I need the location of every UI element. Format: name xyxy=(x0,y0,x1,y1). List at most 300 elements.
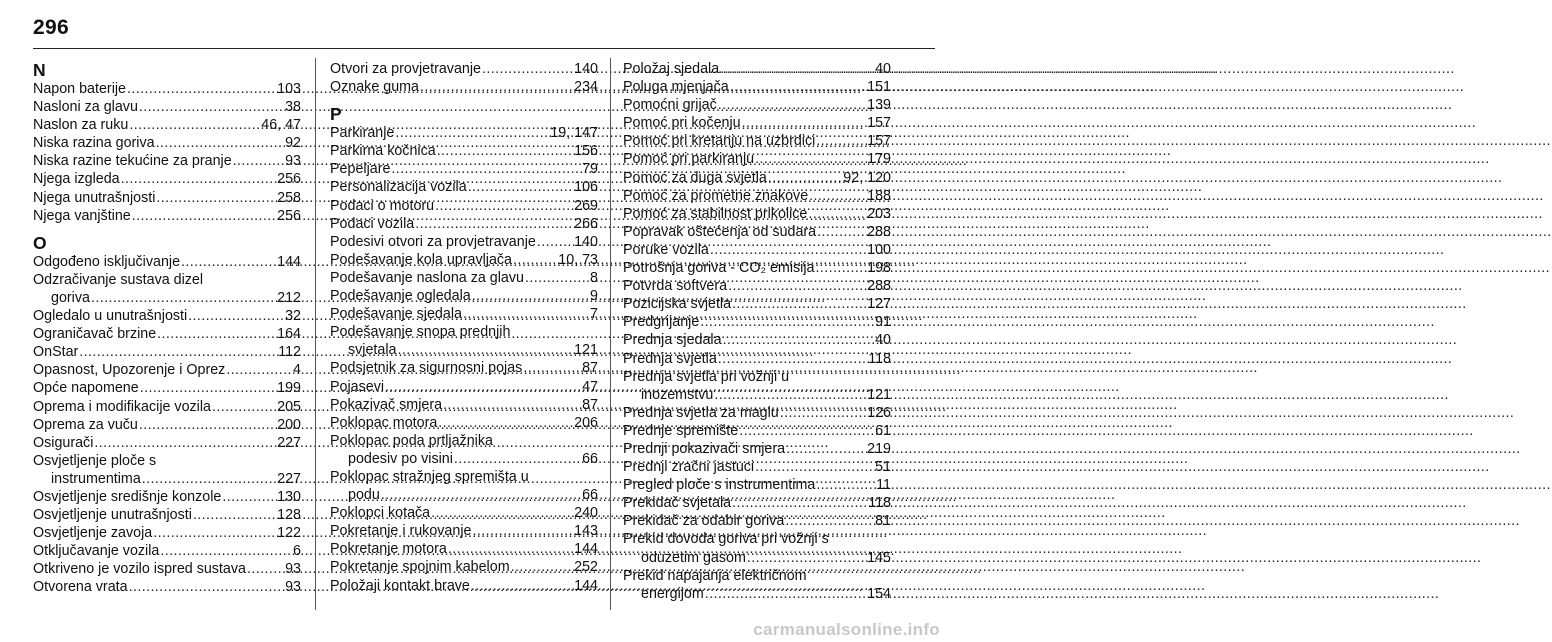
index-entry-pages: 156 xyxy=(574,143,598,160)
index-entry-term: Prednji zračni jastuci xyxy=(623,459,755,476)
dot-leader xyxy=(768,169,842,187)
index-entry-term: Podsjetnik za sigurnosni pojas xyxy=(330,360,523,377)
index-entry-term: Podešavanje sjedala xyxy=(330,306,462,323)
dot-leader xyxy=(395,124,549,142)
index-entry-term: Popravak oštećenja od sudara xyxy=(623,223,817,240)
index-entry xyxy=(623,114,891,132)
index-entry-pages: 46, 47 xyxy=(261,117,301,134)
index-entry xyxy=(623,404,891,422)
dot-leader xyxy=(381,486,581,504)
dot-leader xyxy=(140,379,276,397)
index-entry xyxy=(330,486,598,504)
index-entry-pages: 288 xyxy=(867,278,891,295)
index-entry-pages: 118 xyxy=(868,495,891,512)
index-entry-term: Odgođeno isključivanje xyxy=(33,253,181,270)
index-entry-term: Pozicijska svjetla xyxy=(623,296,732,313)
index-entry-heading: Osvjetljenje ploče s xyxy=(33,452,157,469)
index-entry-pages: 200 xyxy=(277,416,301,433)
index-entry-term: Nasloni za glavu xyxy=(33,99,138,116)
index-entry-pages: 121 xyxy=(574,342,598,359)
index-entry-pages: 252 xyxy=(574,559,598,576)
index-entry-term: Položaji kontakt brave xyxy=(330,577,470,594)
index-entry xyxy=(33,170,301,188)
dot-leader xyxy=(247,560,284,578)
dot-leader xyxy=(742,114,867,132)
index-entry-pages: 40 xyxy=(875,61,891,77)
index-entry xyxy=(623,241,891,259)
index-entry-term: Prednji pokazivači smjera xyxy=(623,440,786,457)
index-entry-term: Osvjetljenje unutrašnjosti xyxy=(33,507,192,524)
dot-leader xyxy=(732,295,866,313)
index-entry-term: Položaj sjedala xyxy=(623,61,720,77)
index-entry-term: Poklopac motora xyxy=(330,414,438,431)
dot-leader xyxy=(127,80,276,98)
index-entry-term: Njega unutrašnjosti xyxy=(33,189,156,206)
dot-leader xyxy=(157,325,276,343)
index-entry-term: Podaci o motoru xyxy=(330,197,435,214)
index-entry-term: Niska razina goriva xyxy=(33,135,155,152)
index-entry-term: Pokretanje motora xyxy=(330,541,447,558)
index-entry-term: Otključavanje vozila xyxy=(33,543,160,560)
index-entry-pages: 143 xyxy=(574,523,598,540)
index-entry xyxy=(33,116,301,134)
dot-leader xyxy=(815,259,866,277)
dot-leader xyxy=(153,524,276,542)
index-entry-pages: 11 xyxy=(876,477,891,494)
index-entry xyxy=(623,205,891,223)
index-entry-term: Njega vanjštine xyxy=(33,207,131,224)
index-entry-pages: 79 xyxy=(582,161,598,178)
index-entry-pages: 93 xyxy=(285,579,301,596)
index-entry-pages: 93 xyxy=(285,153,301,170)
header-rule xyxy=(33,48,935,49)
index-entry xyxy=(623,476,891,494)
dot-leader xyxy=(385,378,581,396)
index-entry xyxy=(330,414,598,432)
dot-leader xyxy=(817,223,866,241)
index-entry-pages: 145 xyxy=(867,549,891,566)
dot-leader xyxy=(129,116,260,134)
index-entry xyxy=(623,169,891,187)
index-column-2 xyxy=(330,60,598,595)
index-entry-pages: 81 xyxy=(875,513,891,530)
index-entry-term: energijom xyxy=(641,585,704,602)
index-entry xyxy=(623,277,891,295)
index-entry-pages: 47 xyxy=(582,378,598,395)
index-entry-pages: 199 xyxy=(277,380,301,397)
index-entry xyxy=(623,585,891,603)
index-entry-pages: 7 xyxy=(590,306,598,323)
index-entry-term: Otvorena vrata xyxy=(33,579,128,596)
index-entry-pages: 164 xyxy=(277,326,301,343)
dot-leader xyxy=(700,313,874,331)
index-entry xyxy=(330,577,598,595)
dot-leader xyxy=(94,434,276,452)
dot-leader xyxy=(730,78,866,96)
index-entry xyxy=(33,80,301,98)
index-column-3 xyxy=(623,60,891,603)
dot-leader xyxy=(525,269,589,287)
index-entry xyxy=(623,96,891,114)
index-entry xyxy=(33,578,301,596)
index-entry-term: Niska razine tekućine za pranje xyxy=(33,153,232,170)
index-entry-pages: 61 xyxy=(875,422,891,439)
index-entry xyxy=(623,60,891,78)
index-entry-pages: 121 xyxy=(867,386,891,403)
index-entry xyxy=(330,142,598,160)
index-entry-pages: 198 xyxy=(867,260,891,277)
index-entry-term: Oprema i modifikacije vozila xyxy=(33,398,211,415)
index-entry xyxy=(623,350,891,368)
dot-leader xyxy=(511,558,574,576)
section-letter: P xyxy=(330,104,342,125)
dot-leader xyxy=(139,416,276,434)
dot-leader xyxy=(193,506,276,524)
index-entry xyxy=(330,233,598,251)
index-entry xyxy=(33,325,301,343)
index-entry-pages: 6 xyxy=(293,543,301,560)
index-entry-term: Napon baterije xyxy=(33,81,126,97)
index-entry-heading: Odzračivanje sustava dizel xyxy=(33,271,204,288)
index-entry-pages: 256 xyxy=(277,207,301,224)
index-entry-pages: 219 xyxy=(867,440,891,457)
index-entry xyxy=(330,305,598,323)
index-entry xyxy=(33,542,301,560)
index-entry-heading: Poklopac poda prtljažnika xyxy=(330,432,493,449)
dot-leader xyxy=(513,251,557,269)
dot-leader xyxy=(471,577,573,595)
index-entry xyxy=(623,549,891,567)
index-entry xyxy=(623,150,891,168)
dot-leader xyxy=(808,205,866,223)
dot-leader xyxy=(728,277,866,295)
dot-leader xyxy=(160,542,292,560)
index-entry-term: Predgrijanje xyxy=(623,314,700,331)
index-entry-pages: 212 xyxy=(277,289,301,306)
index-entry xyxy=(330,522,598,540)
index-entry xyxy=(33,189,301,207)
index-entry-term: Poruke vozila xyxy=(623,241,709,258)
dot-leader xyxy=(132,207,276,225)
dot-leader xyxy=(472,287,589,305)
index-entry-term: Poluga mjenjača xyxy=(623,79,729,96)
index-entry-pages: 144 xyxy=(277,253,301,270)
dot-leader xyxy=(755,458,874,476)
index-entry-term: Podaci vozila xyxy=(330,215,415,232)
index-entry-pages: 19, 147 xyxy=(550,125,598,142)
index-entry-pages: 240 xyxy=(574,505,598,522)
index-entry-pages: 269 xyxy=(574,197,598,214)
index-entry-pages: 151 xyxy=(867,79,891,96)
dot-leader xyxy=(222,488,276,506)
dot-leader xyxy=(156,134,285,152)
dot-leader xyxy=(233,152,284,170)
index-entry xyxy=(623,494,891,512)
index-entry-term: Pojasevi xyxy=(330,378,385,395)
index-entry xyxy=(330,359,598,377)
index-entry xyxy=(330,215,598,233)
index-entry-pages: 122 xyxy=(277,525,301,542)
index-entry-pages: 66 xyxy=(582,487,598,504)
index-entry-pages: 154 xyxy=(867,585,891,602)
index-entry-term: Oprema za vuču xyxy=(33,416,138,433)
index-entry-term: podesiv po visini xyxy=(348,450,453,467)
index-entry xyxy=(330,178,598,196)
index-entry-term: Pomoć za stabilnost prikolice xyxy=(623,205,808,222)
index-entry-term: Pomoć pri kretanju na uzbrdici xyxy=(623,133,816,150)
index-entry xyxy=(330,78,598,96)
index-entry-term: Oznake guma xyxy=(330,79,420,96)
index-entry-term: Personalizacija vozila xyxy=(330,179,467,196)
dot-leader xyxy=(482,60,573,78)
index-entry-term: Osigurači xyxy=(33,434,94,451)
index-entry-heading: Podešavanje snopa prednjih xyxy=(330,324,511,341)
index-entry-term: Poklopci kotača xyxy=(330,505,431,522)
index-entry-term: Prednja sjedala xyxy=(623,332,722,349)
index-entry-term: Prednje spremište xyxy=(623,422,739,439)
dot-leader xyxy=(415,215,573,233)
index-entry xyxy=(33,98,301,116)
index-entry xyxy=(623,223,891,241)
dot-leader xyxy=(710,241,866,259)
index-entry-term: Ograničavač brzine xyxy=(33,326,157,343)
index-entry-pages: 103 xyxy=(277,81,301,97)
index-entry xyxy=(330,124,598,142)
index-entry-pages: 87 xyxy=(582,396,598,413)
index-entry-term: Pomoć za duga svjetla xyxy=(623,169,767,186)
index-entry xyxy=(33,343,301,361)
index-entry xyxy=(330,160,598,178)
index-entry-term: Opće napomene xyxy=(33,380,139,397)
index-entry xyxy=(33,488,301,506)
index-entry-term: Otkriveno je vozilo ispred sustava xyxy=(33,561,246,578)
index-entry xyxy=(33,506,301,524)
dot-leader xyxy=(435,197,573,215)
index-entry-pages: 203 xyxy=(867,205,891,222)
index-entry-term: instrumentima xyxy=(51,470,141,487)
section-letter: O xyxy=(33,232,47,253)
index-entry xyxy=(33,524,301,542)
index-entry-term: inozemstvu xyxy=(641,386,714,403)
index-entry-term: Otvori za provjetravanje xyxy=(330,61,481,77)
index-entry xyxy=(623,331,891,349)
dot-leader xyxy=(537,233,573,251)
dot-leader xyxy=(723,331,875,349)
index-entry xyxy=(33,289,301,307)
index-entry-pages: 234 xyxy=(574,79,598,96)
index-entry-term: Prekidač za odabir goriva xyxy=(623,513,785,530)
index-entry-term: Podešavanje kola upravljača xyxy=(330,251,513,268)
dot-leader xyxy=(718,350,867,368)
index-entry xyxy=(330,251,598,269)
index-entry xyxy=(330,540,598,558)
index-entry xyxy=(330,450,598,468)
dot-leader xyxy=(720,60,874,78)
index-entry-pages: 205 xyxy=(277,398,301,415)
index-entry xyxy=(33,398,301,416)
dot-leader xyxy=(809,187,866,205)
index-entry xyxy=(330,60,598,78)
dot-leader xyxy=(785,512,874,530)
index-entry-pages: 227 xyxy=(277,434,301,451)
index-entry-pages: 112 xyxy=(278,344,301,361)
index-entry-term: Pomoć pri parkiranju xyxy=(623,151,755,168)
index-entry-term: Podesivi otvori za provjetravanje xyxy=(330,233,536,250)
dot-leader xyxy=(523,359,581,377)
dot-leader xyxy=(816,476,875,494)
index-entry-pages: 139 xyxy=(867,97,891,114)
index-entry xyxy=(33,560,301,578)
index-entry-term: Pokazivač smjera xyxy=(330,396,443,413)
dot-leader xyxy=(755,150,866,168)
index-entry-pages: 38 xyxy=(285,99,301,116)
index-entry xyxy=(330,287,598,305)
dot-leader xyxy=(397,341,573,359)
index-entry xyxy=(623,78,891,96)
dot-leader xyxy=(431,504,573,522)
index-entry-pages: 130 xyxy=(277,488,301,505)
index-entry-term: Podešavanje ogledala xyxy=(330,288,471,305)
index-entry-term: Parkirna kočnica xyxy=(330,143,436,160)
index-entry xyxy=(330,378,598,396)
index-entry-term: Pregled ploče s instrumentima xyxy=(623,477,816,494)
index-entry-term: svjetala xyxy=(348,342,397,359)
index-column-1 xyxy=(33,60,301,597)
index-entry xyxy=(33,434,301,452)
index-entry-term: Pokretanje i rukovanje xyxy=(330,523,472,540)
section-letter: N xyxy=(33,60,46,80)
index-entry-pages: 206 xyxy=(574,414,598,431)
index-entry xyxy=(330,269,598,287)
dot-leader xyxy=(181,253,276,271)
index-entry-term: goriva xyxy=(51,289,90,306)
index-entry-pages: 126 xyxy=(867,404,891,421)
index-entry-pages: 266 xyxy=(574,215,598,232)
column-divider-2 xyxy=(610,58,611,610)
index-entry-term: Pomoćni grijač xyxy=(623,97,717,114)
dot-leader xyxy=(420,78,573,96)
index-entry xyxy=(33,307,301,325)
index-entry xyxy=(330,197,598,215)
dot-leader xyxy=(714,386,866,404)
dot-leader xyxy=(121,170,277,188)
index-entry-term: Njega izgleda xyxy=(33,171,120,188)
dot-leader xyxy=(705,585,866,603)
dot-leader xyxy=(472,522,573,540)
index-entry-pages: 157 xyxy=(867,133,891,150)
index-entry-pages: 87 xyxy=(582,360,598,377)
index-entry xyxy=(33,134,301,152)
index-entry xyxy=(330,341,598,359)
index-entry xyxy=(623,187,891,205)
index-entry-pages: 127 xyxy=(867,296,891,313)
index-entry-term: Osvjetljenje središnje konzole xyxy=(33,488,222,505)
dot-leader xyxy=(816,132,866,150)
index-entry-heading: Poklopac stražnjeg spremišta u xyxy=(330,468,529,485)
index-entry xyxy=(33,152,301,170)
index-entry-pages: 4 xyxy=(293,362,301,379)
dot-leader xyxy=(443,396,581,414)
index-entry-term: Naslon za ruku xyxy=(33,117,129,134)
dot-leader xyxy=(391,160,581,178)
dot-leader xyxy=(732,494,867,512)
dot-leader xyxy=(156,189,276,207)
index-entry-term: podu xyxy=(348,487,380,504)
index-entry-pages: 144 xyxy=(574,541,598,558)
index-entry xyxy=(623,295,891,313)
dot-leader xyxy=(747,549,866,567)
index-entry-pages: 100 xyxy=(867,241,891,258)
index-entry-pages: 258 xyxy=(277,189,301,206)
index-entry-term: Podešavanje naslona za glavu xyxy=(330,269,524,286)
index-entry-term: Prednja svjetla za maglu xyxy=(623,404,779,421)
index-entry-term: Pokretanje spojnim kabelom xyxy=(330,559,510,576)
index-entry-term: Prekidač svjetala xyxy=(623,495,732,512)
dot-leader xyxy=(786,440,866,458)
index-entry-heading: Prekid napajanja električnom xyxy=(623,567,807,584)
index-entry-term: OnStar xyxy=(33,344,79,361)
index-entry-term: Opasnost, Upozorenje i Oprez xyxy=(33,362,226,379)
index-entry xyxy=(330,558,598,576)
index-entry-pages: 256 xyxy=(277,171,301,188)
index-entry-pages: 118 xyxy=(868,350,891,367)
index-entry-term: Osvjetljenje zavoja xyxy=(33,525,153,542)
index-entry-heading: Prekid dovoda goriva pri vožnji s xyxy=(623,531,829,548)
index-entry-term: Potrošnja goriva - CO₂ emisija xyxy=(623,260,815,277)
dot-leader xyxy=(212,398,276,416)
index-entry xyxy=(33,416,301,434)
dot-leader xyxy=(454,450,581,468)
index-entry xyxy=(623,386,891,404)
dot-leader xyxy=(448,540,573,558)
index-entry-term: Potvrda softvera xyxy=(623,278,728,295)
index-entry xyxy=(623,132,891,150)
index-entry-pages: 157 xyxy=(867,115,891,132)
index-entry-pages: 92, 120 xyxy=(843,169,891,186)
index-entry xyxy=(623,440,891,458)
dot-leader xyxy=(780,404,866,422)
dot-leader xyxy=(139,98,284,116)
dot-leader xyxy=(188,307,284,325)
index-entry-term: Parkiranje xyxy=(330,125,395,142)
index-entry-term: Pepeljare xyxy=(330,161,391,178)
index-entry-pages: 93 xyxy=(285,561,301,578)
index-entry-pages: 188 xyxy=(867,187,891,204)
index-entry xyxy=(330,504,598,522)
index-entry-pages: 51 xyxy=(875,459,891,476)
dot-leader xyxy=(438,414,573,432)
index-entry-pages: 227 xyxy=(277,470,301,487)
index-entry-pages: 9 xyxy=(590,288,598,305)
index-entry-pages: 144 xyxy=(574,577,598,594)
index-entry xyxy=(623,313,891,331)
index-entry xyxy=(623,512,891,530)
index-entry-pages: 66 xyxy=(582,450,598,467)
column-divider-1 xyxy=(315,58,316,610)
index-entry-pages: 179 xyxy=(867,151,891,168)
index-entry xyxy=(623,458,891,476)
index-entry-pages: 91 xyxy=(875,314,891,331)
index-entry xyxy=(33,253,301,271)
index-entry-term: Pomoć pri kočenju xyxy=(623,115,741,132)
index-entry xyxy=(330,396,598,414)
index-entry xyxy=(33,361,301,379)
dot-leader xyxy=(463,305,589,323)
index-entry-pages: 288 xyxy=(867,223,891,240)
index-entry-term: Prednja svjetla xyxy=(623,350,717,367)
index-entry xyxy=(623,422,891,440)
index-entry-pages: 106 xyxy=(574,179,598,196)
